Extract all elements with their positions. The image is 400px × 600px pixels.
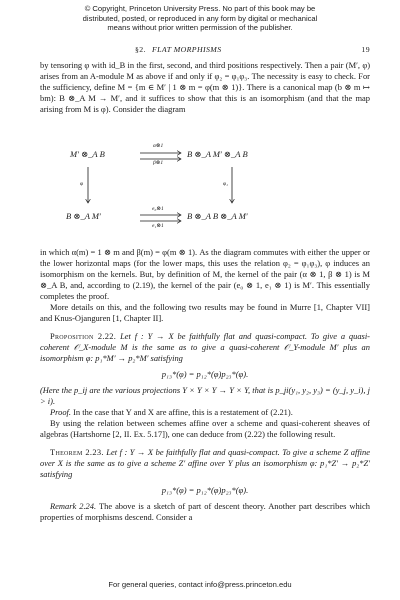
proof — [40, 407, 370, 418]
notice-line: © Copyright, Princeton University Press. No part of this book may be — [84, 4, 316, 13]
arrow-label-phi1: φ₁ — [223, 181, 228, 187]
footer-contact: For general queries, contact info@press.princeton.edu — [108, 580, 292, 589]
remark-label: Remark 2.24. — [50, 501, 97, 511]
node-top-left: M′ ⊗_A B — [70, 149, 105, 159]
arrow-label-beta: β⊗1 — [153, 160, 164, 166]
remark-2-24 — [40, 501, 370, 523]
proposition-label: Proposition 2.22. — [50, 331, 117, 341]
notice-line: means without prior written permission of the publisher. — [107, 23, 293, 33]
notice-line: distributed, posted, or reproduced in any form by digital or mechanical — [82, 13, 318, 23]
proposition-2-22 — [40, 331, 370, 364]
proposition-statement: Let f : Y → X be faithfully flat and quasi-compact. To give a quasi-coherent 𝒪_X-module M is the same as to give a quasi-coherent 𝒪_Y-module M′ plus an isomorphism φ: p₁*M′ → p₂*M′ satisfying — [40, 331, 370, 363]
cocycle-equation: p₁₃*(φ) = p₁₂*(φ)p₂₃*(φ). — [161, 369, 249, 379]
theorem-2-23 — [40, 447, 370, 480]
copyright-notice — [20, 4, 380, 33]
section-number: §2. — [135, 45, 146, 54]
main-text — [40, 247, 370, 523]
paragraph-2: in which α(m) = 1 ⊗ m and β(m) = φ(m ⊗ 1). As the diagram commutes with either the upper or the lower horizontal maps (for the lower maps, this uses the relation φ₂ = φ₁φ₃), φ induces an isomorphism on the kernels. But, by definition of M, the kernel of the pair (α ⊗ 1, β ⊗ 1) is M ⊗_A B, and, according to (2.19), the kernel of the pair (e₀ ⊗ 1, e₁ ⊗ 1) is M′. This essentially completes the proof. — [40, 247, 370, 301]
section-title: FLAT MORPHISMS — [152, 45, 222, 54]
projection-note: (Here the p_ij are the various projections Y × Y × Y → Y × Y, that is p_ji(y₁, y₂, y₃) = (y_j, y_i), j > i). — [40, 385, 370, 406]
intro-block — [40, 60, 370, 115]
theorem-label: Theorem 2.23. — [50, 447, 104, 457]
node-top-middle: B ⊗_A M′ ⊗_A B — [187, 149, 248, 159]
arrow-label-e0: e₀⊗1 — [152, 206, 164, 212]
arrow-label-alpha: α⊗1 — [153, 143, 164, 149]
paragraph-3: More details on this, and the following two results may be found in Murre [1, Chapter VII] and Knus-Ojanguren [1, Chapter II]. — [40, 302, 370, 323]
theorem-statement: Let f : Y → X be faithfully flat and quasi-compact. To give a scheme Z affine over X is the same as to give a scheme Z′ affine over Y plus an isomorphism φ: p₁*Z′ → p₂*Z′ satisfying — [40, 447, 370, 479]
theorem-equation: p₁₃*(φ) = p₁₂*(φ)p₂₃*(φ). — [161, 485, 249, 495]
proof-label: Proof. — [50, 407, 72, 417]
commutative-diagram — [60, 145, 340, 243]
node-bottom-left: B ⊗_A M′ — [66, 211, 101, 221]
remark-text: The above is a sketch of part of descent theory. Another part describes which properties of morphisms descend. Consider a — [40, 501, 370, 522]
arrow-label-phi: φ — [80, 181, 84, 187]
paragraph-hartshorne: By using the relation between schemes affine over a scheme and quasi-coherent sheaves of algebras (Hartshorne [2, II. Ex. 5.17]), one can deduce from (2.22) the following result. — [40, 418, 370, 439]
proof-text: In the case that Y and X are affine, this is a restatement of (2.21). — [73, 407, 293, 417]
page-number: 19 — [361, 45, 370, 54]
arrow-label-e1: e₁⊗1 — [152, 223, 164, 229]
paragraph-1: by tensoring φ with id_B in the first, second, and third positions respectively. Then a pair (M′, φ) arises from an A-module M as above if and only if φ₂ = φ₁φ₃. The necessity is easy to check. For the sufficiency, define M = {m ∈ M′ | 1 ⊗ m = φ(m ⊗ 1)}. There is a canonical map (b ⊗ m ↦ bm): B ⊗_A M → M′, and it suffices to show that this is an isomorphism (and that the map arising from M is φ). Consider the diagram — [40, 60, 370, 114]
node-bottom-middle: B ⊗_A B ⊗_A M′ — [187, 211, 248, 221]
